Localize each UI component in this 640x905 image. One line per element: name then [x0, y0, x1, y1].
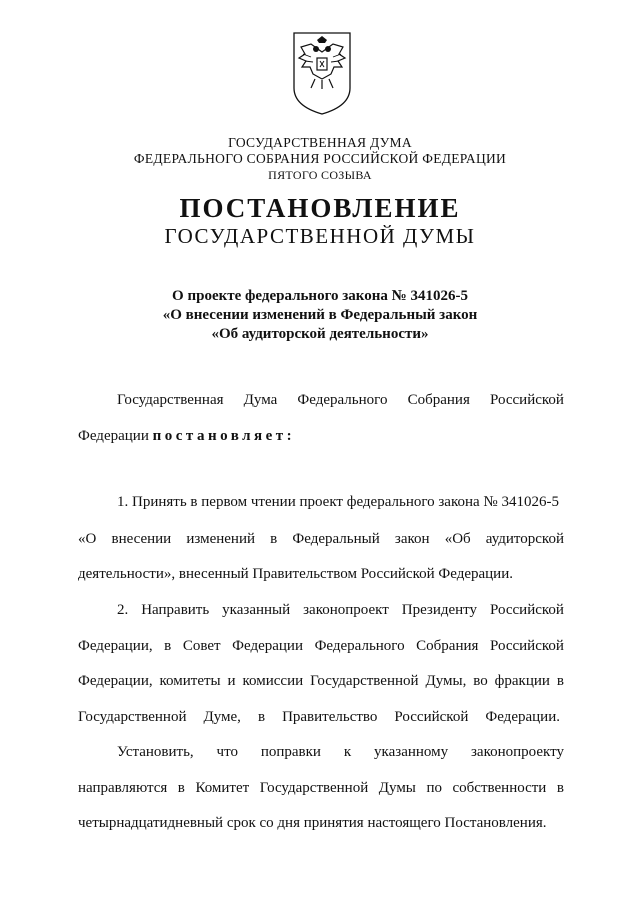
- preamble-line-1: [117, 390, 564, 410]
- item1-word: аудиторской: [485, 531, 564, 547]
- para3-word: что: [216, 744, 238, 760]
- para3-word: Установить,: [117, 744, 194, 760]
- preamble-word: Федерального: [297, 392, 388, 408]
- item2-word: Государственной: [310, 673, 419, 689]
- item1-word: внесении: [111, 531, 172, 547]
- preamble-line-2: [78, 426, 564, 446]
- preamble-word: Государственная: [117, 392, 224, 408]
- item2-line-4: [78, 707, 560, 727]
- subject-line-2: «О внесении изменений в Федеральный закон: [162, 307, 478, 323]
- item2-word: во: [473, 673, 488, 689]
- para3-word: указанному: [374, 744, 449, 760]
- item2-word: комитеты: [159, 673, 221, 689]
- item2-word: 2.: [117, 602, 129, 618]
- para3-line-2: [78, 778, 564, 798]
- item2-word: Государственной: [78, 709, 187, 725]
- para3-line-1: [117, 742, 564, 762]
- item1-word: в: [270, 531, 278, 547]
- item2-line-1: [117, 600, 564, 620]
- item2-word: Совет: [182, 638, 221, 654]
- header-line-1: ГОСУДАРСТВЕННАЯ ДУМА: [228, 135, 412, 150]
- item2-word: и: [227, 673, 236, 689]
- para3-word: в: [556, 780, 564, 796]
- coat-of-arms-emblem: [291, 30, 353, 116]
- item2-word: законопроект: [303, 602, 389, 618]
- para3-word: законопроекту: [471, 744, 564, 760]
- item2-word: Федерации.: [485, 709, 560, 725]
- para3-word: к: [343, 744, 352, 760]
- item1-word: изменений: [186, 531, 256, 547]
- para3-word: Комитет: [195, 780, 250, 796]
- item1-word: «О: [78, 531, 97, 547]
- item2-line-2: [78, 636, 564, 656]
- para3-word: направляются: [78, 780, 168, 796]
- item2-word: фракции: [494, 673, 550, 689]
- para3-line-3: четырнадцатидневный срок со дня принятия настоящего Постановления.: [78, 815, 547, 831]
- item1-word: закон: [394, 531, 430, 547]
- item2-word: Президенту: [401, 602, 478, 618]
- item2-word: в: [257, 709, 266, 725]
- para3-word: поправки: [260, 744, 321, 760]
- item2-word: Направить: [141, 602, 210, 618]
- item2-word: Российской: [394, 709, 469, 725]
- para3-word: собственности: [452, 780, 547, 796]
- document-title: ПОСТАНОВЛЕНИЕ: [179, 193, 461, 223]
- item1-word: Федеральный: [292, 531, 380, 547]
- para3-word: Думы: [378, 780, 416, 796]
- header-line-3: ПЯТОГО СОЗЫВА: [268, 168, 372, 182]
- preamble-word: Российской: [490, 392, 564, 408]
- para3-word: в: [177, 780, 185, 796]
- preamble-word: Дума: [243, 392, 278, 408]
- preamble-word: Собрания: [407, 392, 470, 408]
- item1-line-3: деятельности», внесенный Правительством Российской Федерации.: [78, 566, 513, 582]
- preamble-text: Федерации: [78, 428, 153, 444]
- item2-word: Федерации,: [78, 638, 153, 654]
- item2-word: Думы,: [425, 673, 467, 689]
- resolution-verb: постановляет:: [152, 428, 296, 444]
- item2-word: Федерации: [232, 638, 303, 654]
- subject-line-3: «Об аудиторской деятельности»: [211, 326, 429, 342]
- item2-word: в: [164, 638, 172, 654]
- subject-line-1: О проекте федерального закона № 341026-5: [172, 288, 468, 304]
- item2-word: Правительство: [282, 709, 378, 725]
- item2-line-3: [78, 671, 564, 691]
- para3-word: Государственной: [259, 780, 369, 796]
- item1-word: «Об: [444, 531, 471, 547]
- item2-word: Российской: [490, 602, 564, 618]
- item1-line-1: 1. Принять в первом чтении проект федерального закона № 341026-5: [117, 494, 559, 510]
- item2-word: Думе,: [203, 709, 241, 725]
- item2-word: Федерального: [314, 638, 405, 654]
- item2-word: комиссии: [242, 673, 304, 689]
- para3-word: по: [426, 780, 442, 796]
- item1-line-2: [78, 529, 564, 549]
- item2-word: Российской: [490, 638, 564, 654]
- header-line-2: ФЕДЕРАЛЬНОГО СОБРАНИЯ РОССИЙСКОЙ ФЕДЕРАЦИИ: [133, 151, 507, 166]
- item2-word: в: [556, 673, 564, 689]
- document-subtitle: ГОСУДАРСТВЕННОЙ ДУМЫ: [164, 224, 476, 248]
- item2-word: Федерации,: [78, 673, 153, 689]
- item2-word: указанный: [222, 602, 291, 618]
- item2-word: Собрания: [416, 638, 479, 654]
